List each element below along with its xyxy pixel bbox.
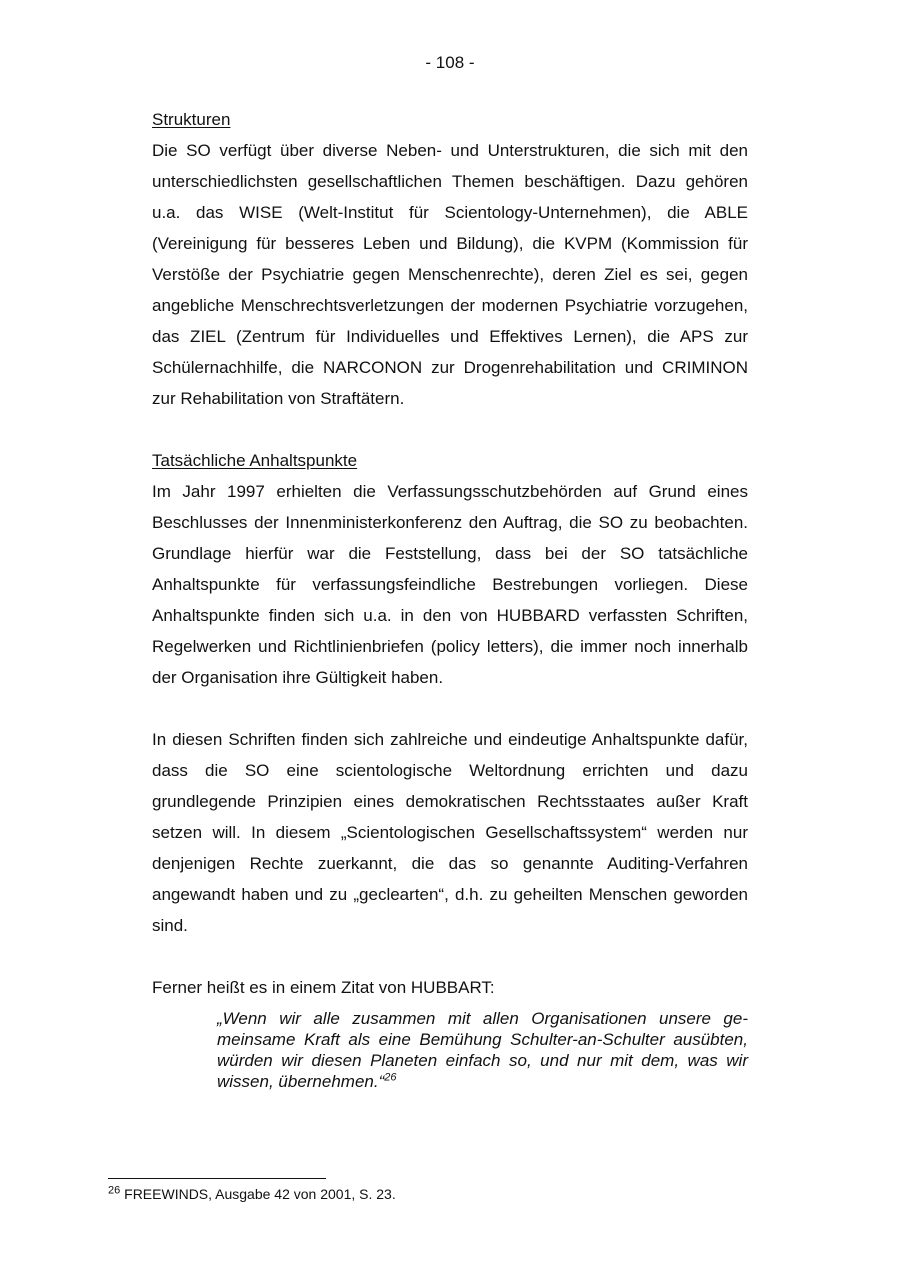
spacer bbox=[152, 941, 748, 972]
quote-intro: Ferner heißt es in einem Zitat von HUBBART: bbox=[152, 978, 495, 997]
spacer bbox=[152, 414, 748, 445]
block-quote bbox=[217, 1008, 748, 1092]
section-heading-anhaltspunkte: Tatsächliche Anhaltspunkte bbox=[152, 451, 358, 470]
page-number: - 108 - bbox=[425, 53, 475, 72]
section-heading-strukturen: Strukturen bbox=[152, 110, 231, 129]
paragraph-strukturen: Die SO verfügt über diverse Neben- und Unterstrukturen, die sich mit den unterschiedlichsten gesellschaftlichen Themen beschäftigen. Dazu gehören u.a. das WISE (Welt-Institut für Scientology-Unternehmen), die ABLE (Vereinigung für besseres Leben und Bildung), die KVPM (Kommission für Verstöße der Psychiatrie gegen Menschenrechte), deren Ziel es sei, gegen angebliche Menschrechtsverletzungen der modernen Psychiatrie vorzugehen, das ZIEL (Zentrum für Individuelles und Effektives Lernen), die APS zur Schülernachhilfe, die NARCONON zur Drogenrehabilitation und CRIMINON zur Rehabilitation von Straftätern. bbox=[152, 141, 748, 408]
quote-text: „Wenn wir alle zusammen mit allen Organisationen unsere gemeinsame Kraft als eine Bemühung Schulter-an-Schulter ausübten, würden wir diesen Planeten einfach so, und nur mit dem, was wir wissen, übernehmen.“ bbox=[217, 1009, 748, 1091]
paragraph-schriften: In diesen Schriften finden sich zahlreiche und eindeutige Anhaltspunkte dafür, dass die SO eine scientologische Weltordnung errichten und dazu grundlegende Prinzipien eines demokratischen Rechtsstaates außer Kraft setzen will. In diesem „Scientologischen Gesellschaftssystem“ werden nur denjenigen Rechte zuerkannt, die das so genannte Auditing-Verfahren angewandt haben und zu „geclearten“, d.h. zu geheilten Menschen geworden sind. bbox=[152, 730, 748, 935]
footnote-number: 26 bbox=[108, 1184, 121, 1197]
footnote-text: FREEWINDS, Ausgabe 42 von 2001, S. 23. bbox=[120, 1186, 396, 1202]
footnote-divider bbox=[108, 1178, 326, 1179]
footnote bbox=[108, 1185, 396, 1203]
paragraph-anhaltspunkte: Im Jahr 1997 erhielten die Verfassungsschutzbehörden auf Grund eines Beschlusses der Innenministerkonferenz den Auftrag, die SO zu beobachten. Grundlage hierfür war die Feststellung, dass bei der SO tatsächliche Anhaltspunkte für verfassungsfeindliche Bestrebungen vorliegen. Diese Anhaltspunkte finden sich u.a. in den von HUBBARD verfassten Schriften, Regelwerken und Richtlinienbriefen (policy letters), die immer noch innerhalb der Organisation ihre Gültigkeit haben. bbox=[152, 482, 748, 687]
footnote-reference[interactable]: 26 bbox=[384, 1071, 397, 1084]
spacer bbox=[152, 693, 748, 724]
page-body bbox=[152, 104, 748, 1092]
